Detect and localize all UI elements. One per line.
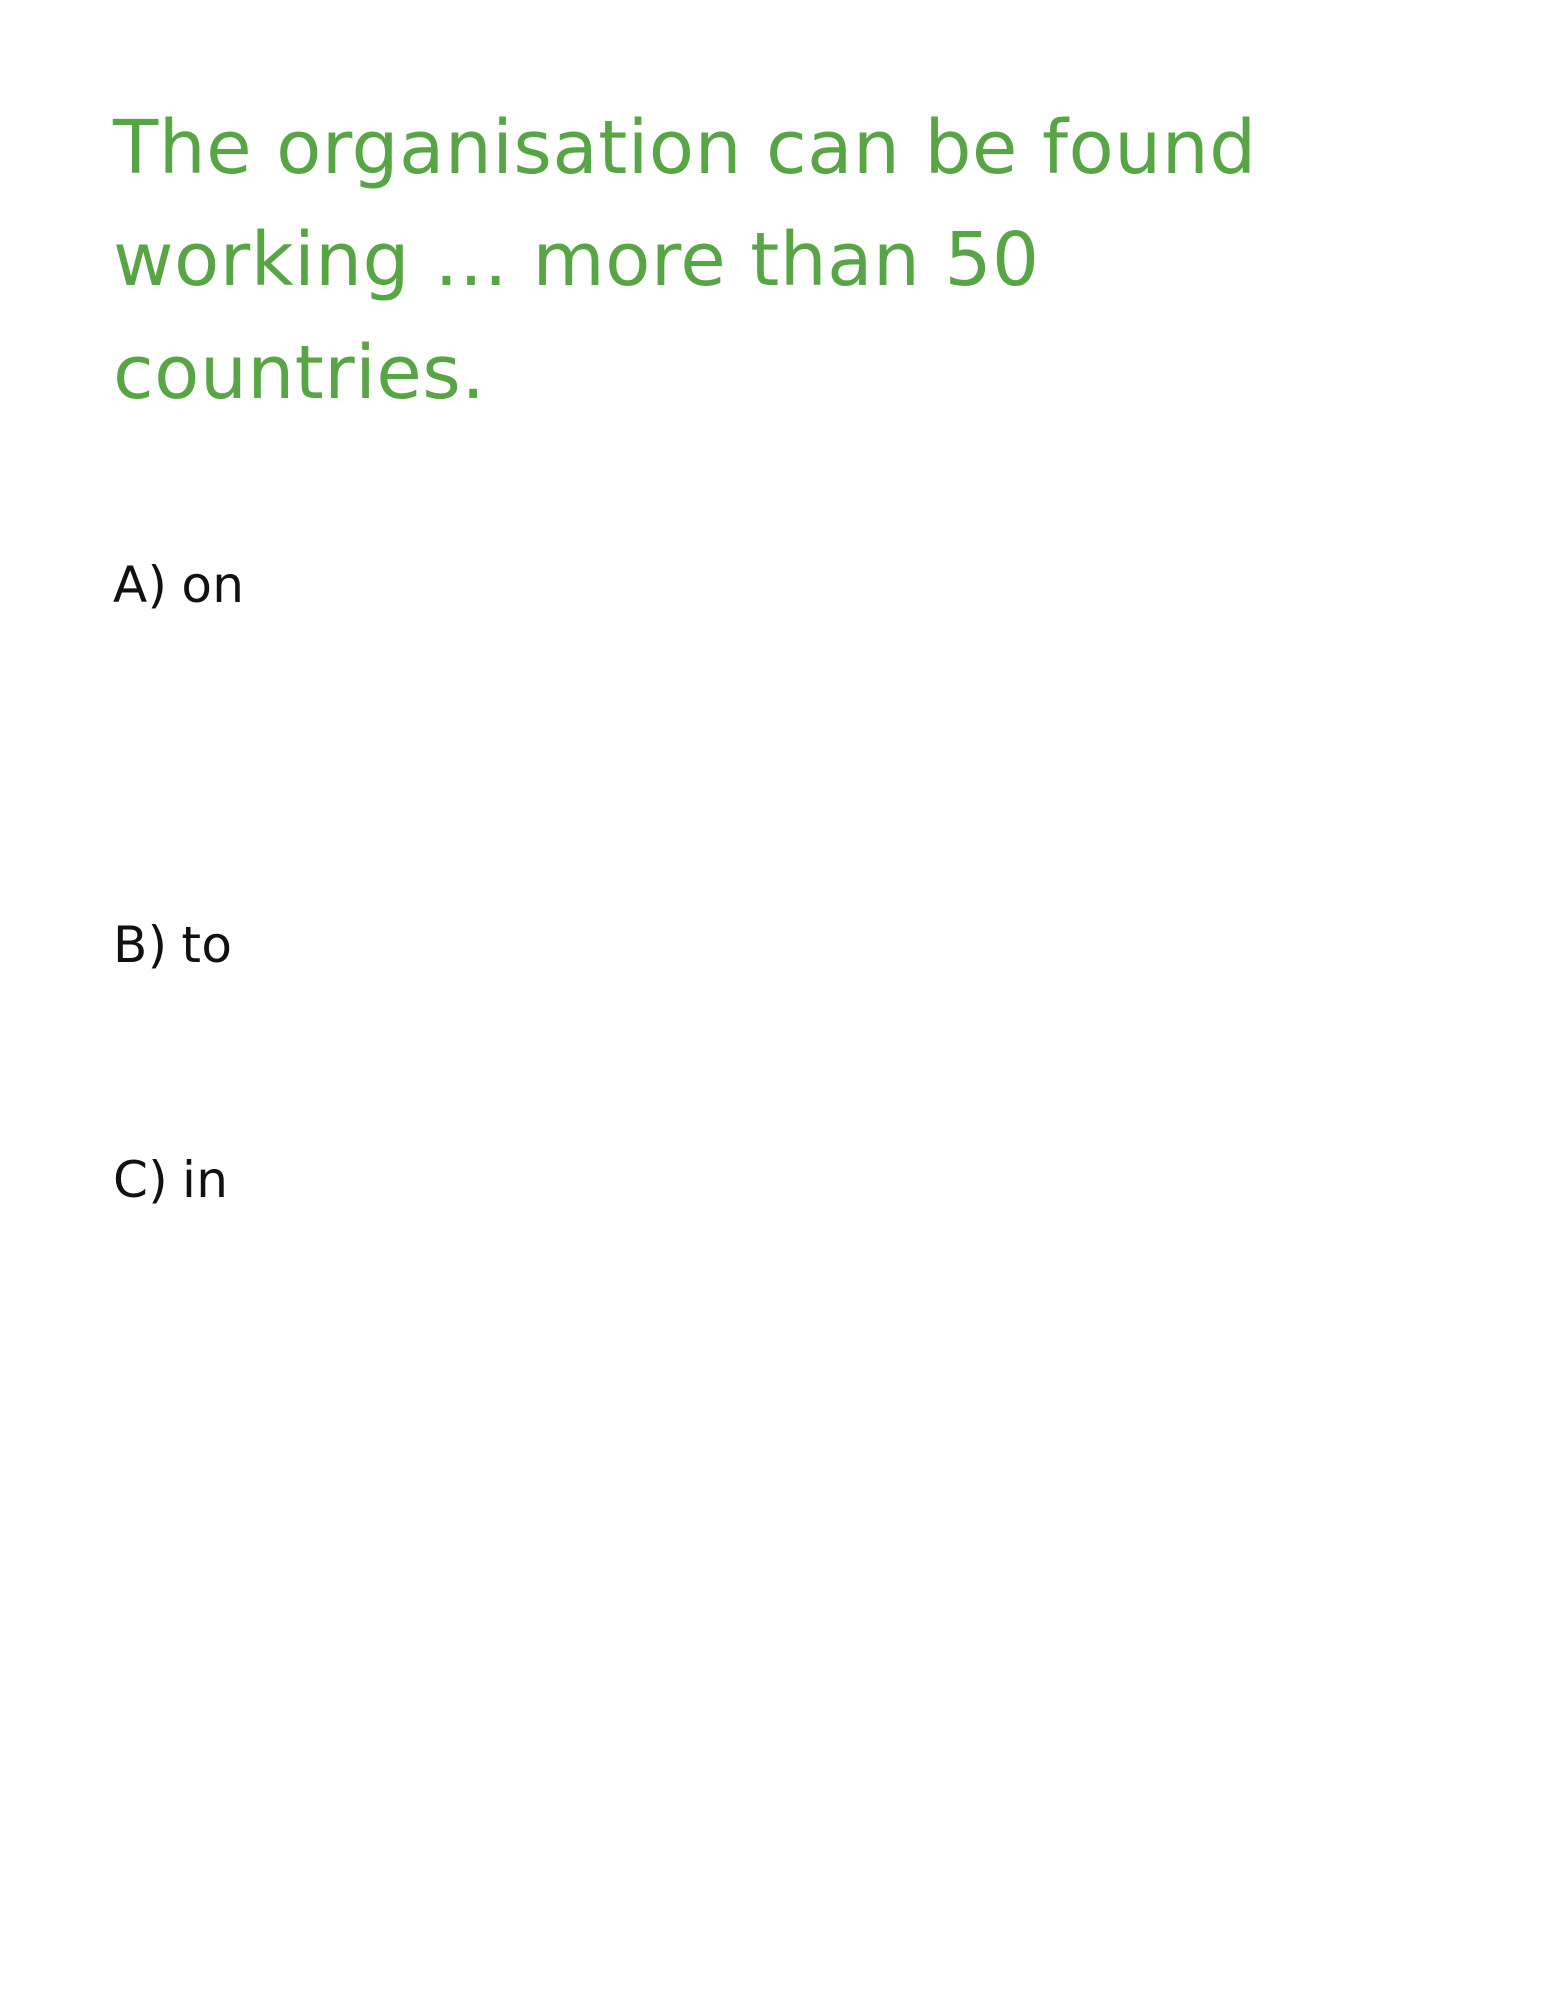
option-b-label: to	[181, 916, 233, 974]
option-a-label: on	[181, 556, 245, 614]
option-b-letter: B)	[113, 916, 168, 974]
option-a[interactable]	[113, 555, 244, 615]
option-c[interactable]	[113, 1150, 228, 1210]
option-a-letter: A)	[113, 556, 168, 614]
option-b[interactable]	[113, 915, 232, 975]
option-c-letter: C)	[113, 1151, 169, 1209]
option-c-label: in	[182, 1151, 229, 1209]
question-text: The organisation can be found working … more than 50 countries.	[113, 105, 1257, 416]
